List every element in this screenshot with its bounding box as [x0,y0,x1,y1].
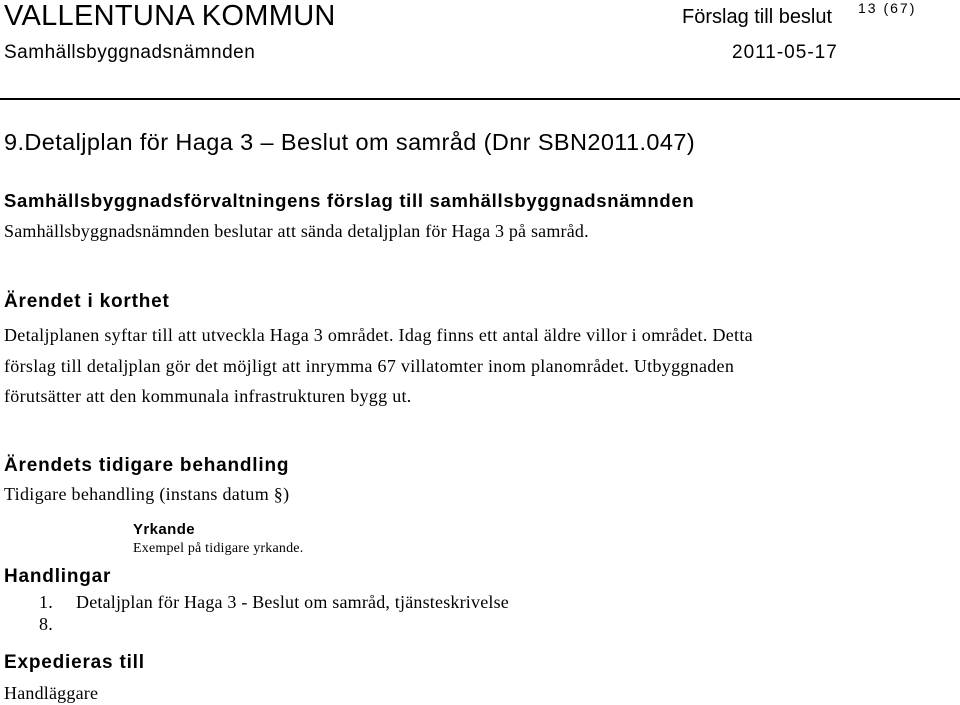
summary-line: Detaljplanen syftar till att utveckla Haga 3 området. Idag finns ett antal äldre villor i området. Detta [4,325,753,345]
dispatch-heading: Expedieras till [4,652,145,673]
claim-text: Exempel på tidigare yrkande. [133,541,304,556]
committee-name: Samhällsbyggnadsnämnden [4,42,256,63]
summary-body [4,320,934,412]
previous-handling-text: Tidigare behandling (instans datum §) [4,484,290,504]
document-type: Förslag till beslut [682,6,833,28]
document-title: Detaljplan för Haga 3 - Beslut om samråd, tjänsteskrivelse [76,592,509,612]
municipality-name: VALLENTUNA KOMMUN [4,0,336,32]
proposal-text: Samhällsbyggnadsnämnden beslutar att sända detaljplan för Haga 3 på samråd. [4,221,589,241]
document-number: 8. [39,614,53,634]
proposal-heading: Samhällsbyggnadsförvaltningens förslag till samhällsbyggnadsnämnden [4,190,695,211]
documents-heading: Handlingar [4,566,112,587]
summary-line: förutsätter att den kommunala infrastrukturen bygg ut. [4,386,412,406]
summary-heading: Ärendet i korthet [4,291,170,312]
summary-line: förslag till detaljplan gör det möjligt att inrymma 67 villatomter inom planområdet. Utbyggnaden [4,355,735,376]
header-divider [0,98,960,100]
meeting-date: 2011-05-17 [732,42,838,63]
document-number: 1. [39,592,53,612]
dispatch-recipient: Handläggare [4,683,99,703]
previous-handling-heading: Ärendets tidigare behandling [4,455,290,476]
item-title: 9.Detaljplan för Haga 3 – Beslut om samråd (Dnr SBN2011.047) [4,129,696,155]
page-number: 13 (67) [858,0,917,16]
claim-heading: Yrkande [133,521,195,538]
